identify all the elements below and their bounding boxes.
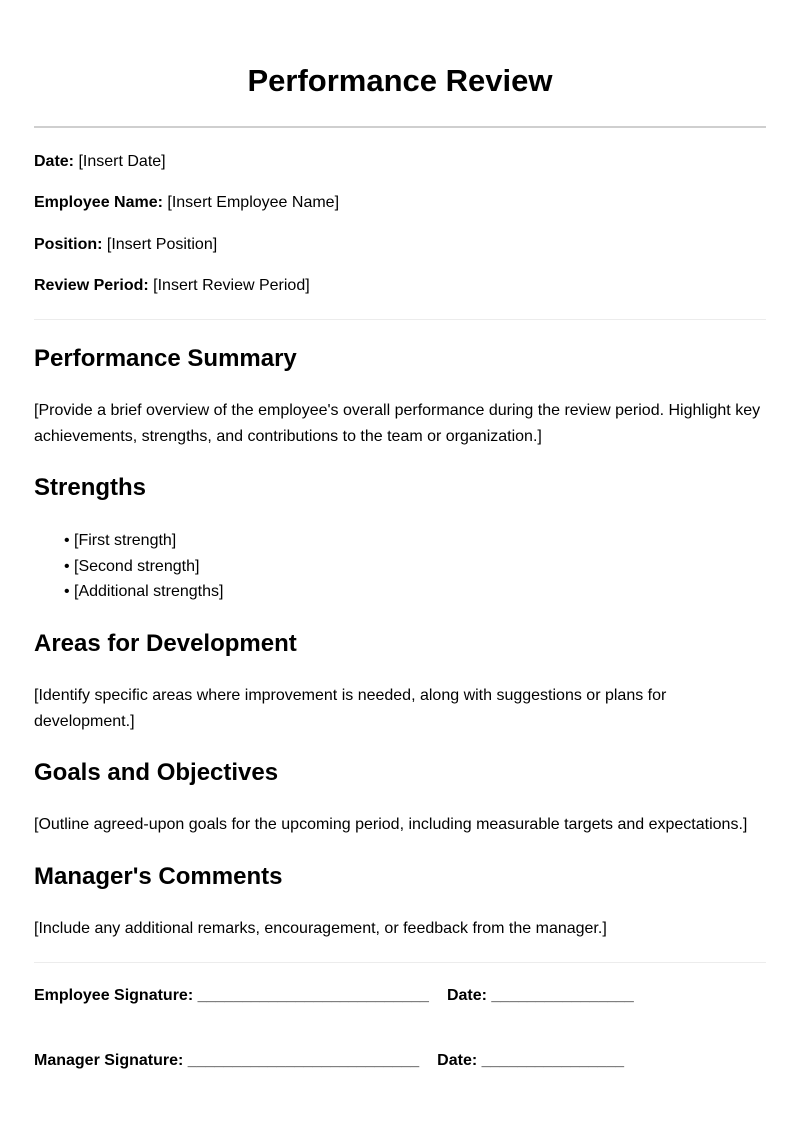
position-label: Position: xyxy=(34,236,103,253)
review-period-label: Review Period: xyxy=(34,277,149,294)
date-field xyxy=(34,152,166,172)
signature-divider xyxy=(34,962,766,963)
date-value: [Insert Date] xyxy=(78,153,166,170)
performance-summary-text: [Provide a brief overview of the employee's overall performance during the review period. Highlight key achievements, strengths, and contributions to the team or organization.] xyxy=(34,402,761,445)
performance-summary-heading: Performance Summary xyxy=(34,345,297,372)
document-title: Performance Review xyxy=(247,63,553,98)
employee-signature-row xyxy=(34,986,634,1006)
development-text: [Identify specific areas where improvement is needed, along with suggestions or plans for development.] xyxy=(34,687,667,730)
list-item: • [First strength] xyxy=(64,528,223,554)
managers-comments-text: [Include any additional remarks, encouragement, or feedback from the manager.] xyxy=(34,920,607,937)
list-item: • [Additional strengths] xyxy=(64,579,223,605)
position-value: [Insert Position] xyxy=(106,236,218,253)
employee-name-value: [Insert Employee Name] xyxy=(167,194,340,211)
manager-signature-row xyxy=(34,1051,624,1071)
employee-name-field xyxy=(34,193,339,213)
strengths-heading: Strengths xyxy=(34,474,147,501)
date-label: Date: xyxy=(34,153,75,170)
managers-comments-heading: Manager's Comments xyxy=(34,863,283,890)
manager-signature-date: Date: ________________ xyxy=(437,1052,624,1069)
manager-signature-line: Manager Signature: __________________________ xyxy=(34,1052,420,1069)
development-heading: Areas for Development xyxy=(34,630,297,657)
info-divider xyxy=(34,319,766,320)
employee-signature-date: Date: ________________ xyxy=(446,987,634,1004)
title-divider xyxy=(34,126,766,128)
strengths-list xyxy=(64,528,223,605)
goals-text: [Outline agreed-upon goals for the upcoming period, including measurable targets and expectations.] xyxy=(34,816,748,833)
employee-name-label: Employee Name: xyxy=(34,194,163,211)
position-field xyxy=(34,235,217,255)
employee-signature-line: Employee Signature: __________________________ xyxy=(34,987,429,1004)
review-period-value: [Insert Review Period] xyxy=(153,277,310,294)
list-item: • [Second strength] xyxy=(64,554,223,580)
review-period-field xyxy=(34,276,310,296)
goals-heading: Goals and Objectives xyxy=(34,759,279,786)
